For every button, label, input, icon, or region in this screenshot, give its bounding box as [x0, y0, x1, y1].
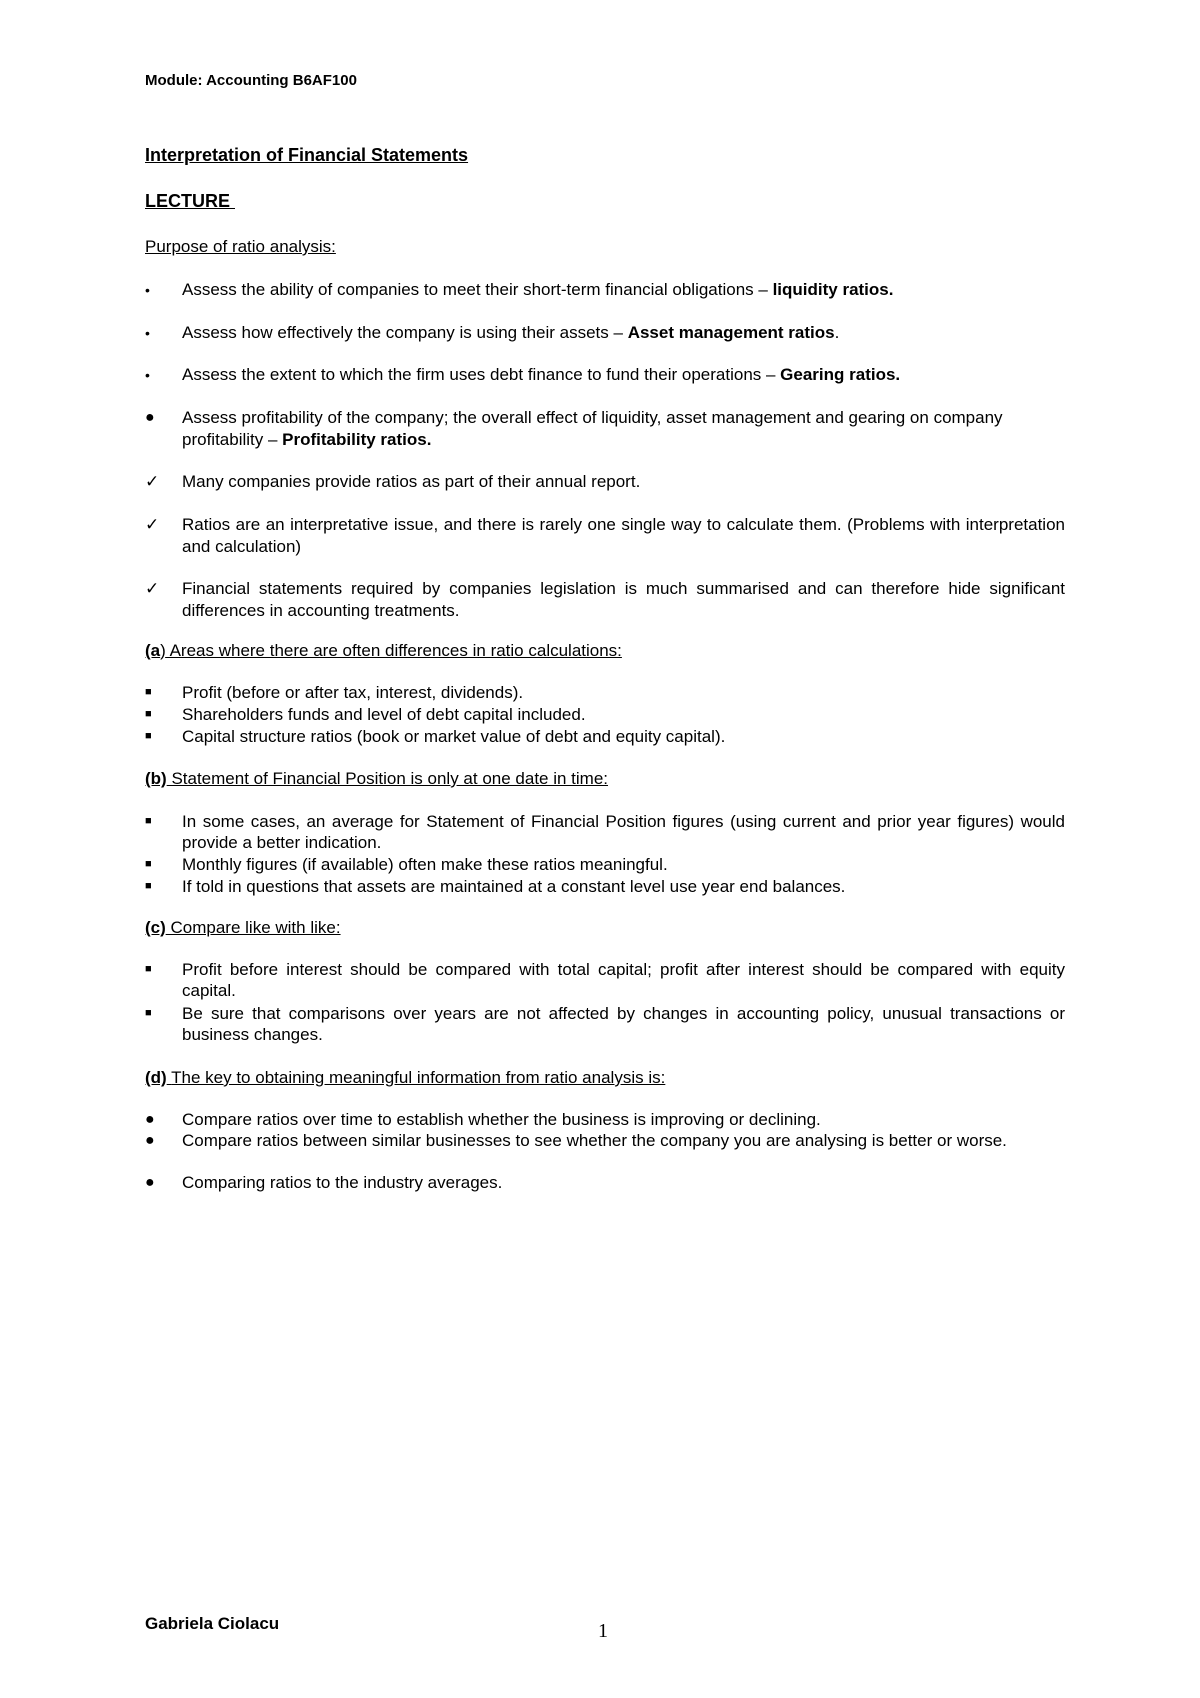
bullet-icon: ●: [145, 1174, 155, 1191]
list-item: ● Comparing ratios to the industry averages.: [145, 1173, 503, 1192]
section-a-heading: (a) Areas where there are often differences in ratio calculations:: [145, 641, 622, 660]
footer-author: Gabriela Ciolacu: [145, 1614, 280, 1633]
square-bullet-icon: ■: [145, 880, 152, 892]
section-b-heading: (b) Statement of Financial Position is only at one date in time:: [145, 769, 609, 788]
square-bullet-icon: ■: [145, 963, 152, 975]
list-item: ■ Monthly figures (if available) often make these ratios meaningful.: [145, 855, 668, 874]
lecture-heading: LECTURE: [145, 191, 235, 211]
list-item: ✓ Financial statements required by companies legislation is much summarised and can therefore hide significant differences in accounting treatments.: [145, 579, 1065, 620]
list-item: ✓ Many companies provide ratios as part of their annual report.: [145, 472, 641, 491]
square-bullet-icon: ■: [145, 815, 152, 827]
bullet-icon: ●: [145, 1132, 155, 1149]
document-title: Interpretation of Financial Statements: [145, 145, 469, 165]
square-bullet-icon: ■: [145, 730, 152, 742]
list-item: ■ In some cases, an average for Statement of Financial Position figures (using current and prior year figures) would provide a better indication.: [145, 812, 1065, 852]
purpose-heading: Purpose of ratio analysis:: [145, 237, 336, 256]
list-item: ● Assess profitability of the company; the overall effect of liquidity, asset management and gearing on company profitability – Profitability ratios.: [145, 408, 1003, 449]
list-item: • Assess the ability of companies to meet their short-term financial obligations – liquidity ratios.: [145, 280, 894, 299]
module-header: Module: Accounting B6AF100: [145, 72, 357, 89]
checkmark-icon: ✓: [145, 515, 160, 534]
bullet-icon: ●: [145, 409, 155, 426]
checkmark-icon: ✓: [145, 579, 160, 598]
page-number: 1: [598, 1620, 608, 1642]
square-bullet-icon: ■: [145, 1007, 152, 1019]
square-bullet-icon: ■: [145, 858, 152, 870]
list-item: ■ Shareholders funds and level of debt capital included.: [145, 705, 586, 724]
list-item: ■ Profit before interest should be compared with total capital; profit after interest should be compared with equity capital.: [145, 960, 1065, 1000]
list-item: ● Compare ratios over time to establish whether the business is improving or declining.: [145, 1110, 821, 1129]
bullet-icon: •: [145, 367, 150, 383]
list-item: ● Compare ratios between similar businesses to see whether the company you are analysing is better or worse.: [145, 1131, 1007, 1150]
list-item: • Assess how effectively the company is using their assets – Asset management ratios.: [145, 323, 840, 342]
list-item: ✓ Ratios are an interpretative issue, and there is rarely one single way to calculate them. (Problems with interpretation and calculation): [145, 515, 1065, 556]
bullet-icon: •: [145, 325, 150, 341]
list-item: ■ Profit (before or after tax, interest, dividends).: [145, 683, 524, 702]
list-item: ■ Be sure that comparisons over years are not affected by changes in accounting policy, unusual transactions or business changes.: [145, 1004, 1065, 1044]
list-item: • Assess the extent to which the firm uses debt finance to fund their operations – Gearing ratios.: [145, 365, 901, 384]
bullet-icon: ●: [145, 1111, 155, 1128]
section-d-heading: (d) The key to obtaining meaningful information from ratio analysis is:: [145, 1068, 666, 1087]
list-item: ■ If told in questions that assets are maintained at a constant level use year end balances.: [145, 877, 846, 896]
square-bullet-icon: ■: [145, 686, 152, 698]
bullet-icon: •: [145, 282, 150, 298]
list-item: ■ Capital structure ratios (book or market value of debt and equity capital).: [145, 727, 726, 746]
square-bullet-icon: ■: [145, 708, 152, 720]
checkmark-icon: ✓: [145, 472, 160, 491]
section-c-heading: (c) Compare like with like:: [145, 918, 341, 937]
